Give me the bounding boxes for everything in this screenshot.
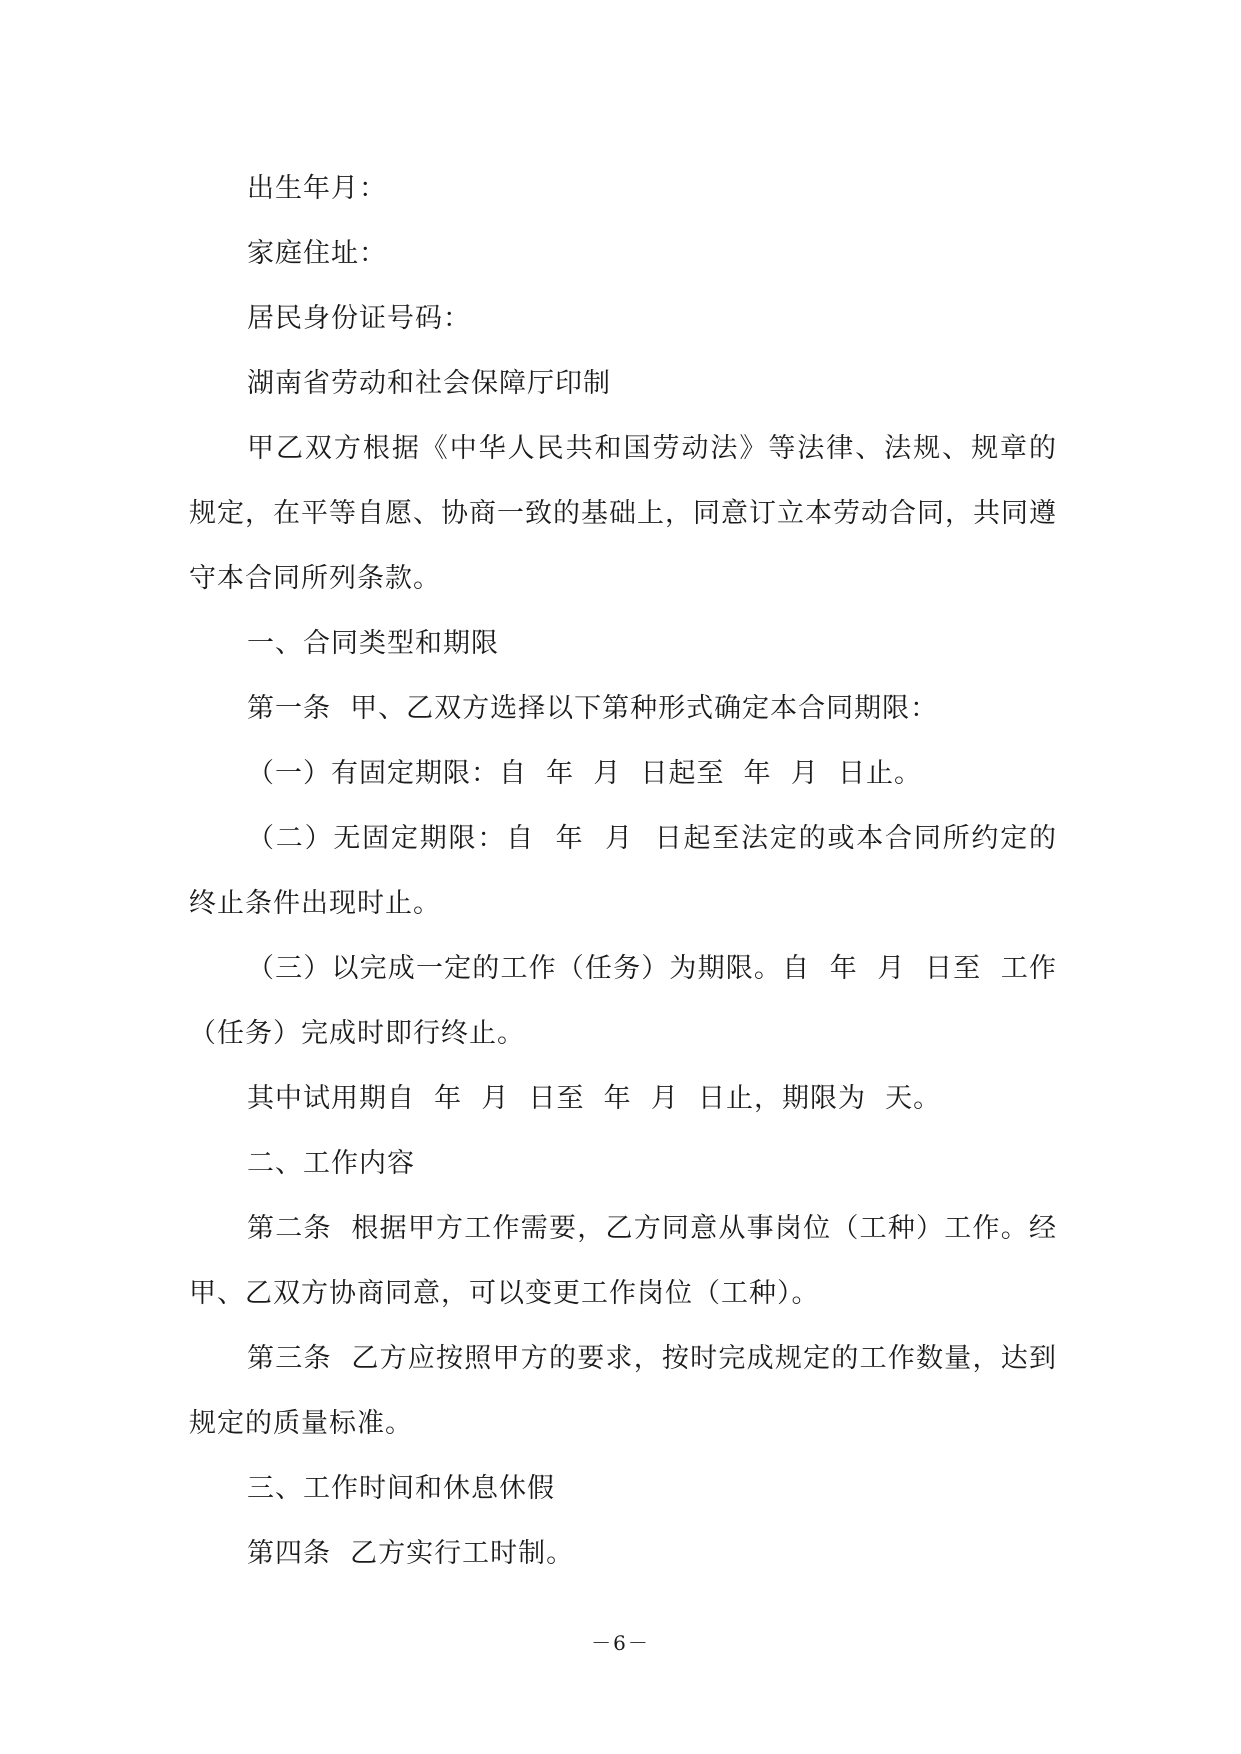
section-heading-working-hours: 三、工作时间和休息休假 <box>247 1473 555 1504</box>
issuer-line: 湖南省劳动和社会保障厅印制 <box>247 368 611 399</box>
page-number: －6－ <box>591 1631 650 1655</box>
field-birth-date: 出生年月： <box>247 173 387 204</box>
article-3: 第三条 乙方应按照甲方的要求，按时完成规定的工作数量，达到规定的质量标准。 <box>189 1343 1057 1439</box>
article-1: 第一条 甲、乙双方选择以下第种形式确定本合同期限： <box>247 693 939 724</box>
section-heading-work-content: 二、工作内容 <box>247 1148 415 1179</box>
field-id-number: 居民身份证号码： <box>247 303 471 334</box>
article-1-option-3: （三）以完成一定的工作（任务）为期限。自 年 月 日至 工作（任务）完成时即行终止。 <box>189 953 1057 1049</box>
preamble-paragraph: 甲乙双方根据《中华人民共和国劳动法》等法律、法规、规章的规定，在平等自愿、协商一致的基础上，同意订立本劳动合同，共同遵守本合同所列条款。 <box>189 433 1057 594</box>
section-heading-contract-type: 一、合同类型和期限 <box>247 628 499 659</box>
article-1-option-2: （二）无固定期限：自 年 月 日起至法定的或本合同所约定的终止条件出现时止。 <box>189 823 1057 919</box>
article-4: 第四条 乙方实行工时制。 <box>247 1538 575 1569</box>
article-2: 第二条 根据甲方工作需要，乙方同意从事岗位（工种）工作。经甲、乙双方协商同意，可以变更工作岗位（工种）。 <box>189 1213 1057 1309</box>
document-body <box>189 156 1057 1586</box>
article-1-option-1: （一）有固定期限：自 年 月 日起至 年 月 日止。 <box>247 758 922 789</box>
probation-period: 其中试用期自 年 月 日至 年 月 日止，期限为 天。 <box>247 1083 942 1114</box>
field-home-address: 家庭住址： <box>247 238 387 269</box>
